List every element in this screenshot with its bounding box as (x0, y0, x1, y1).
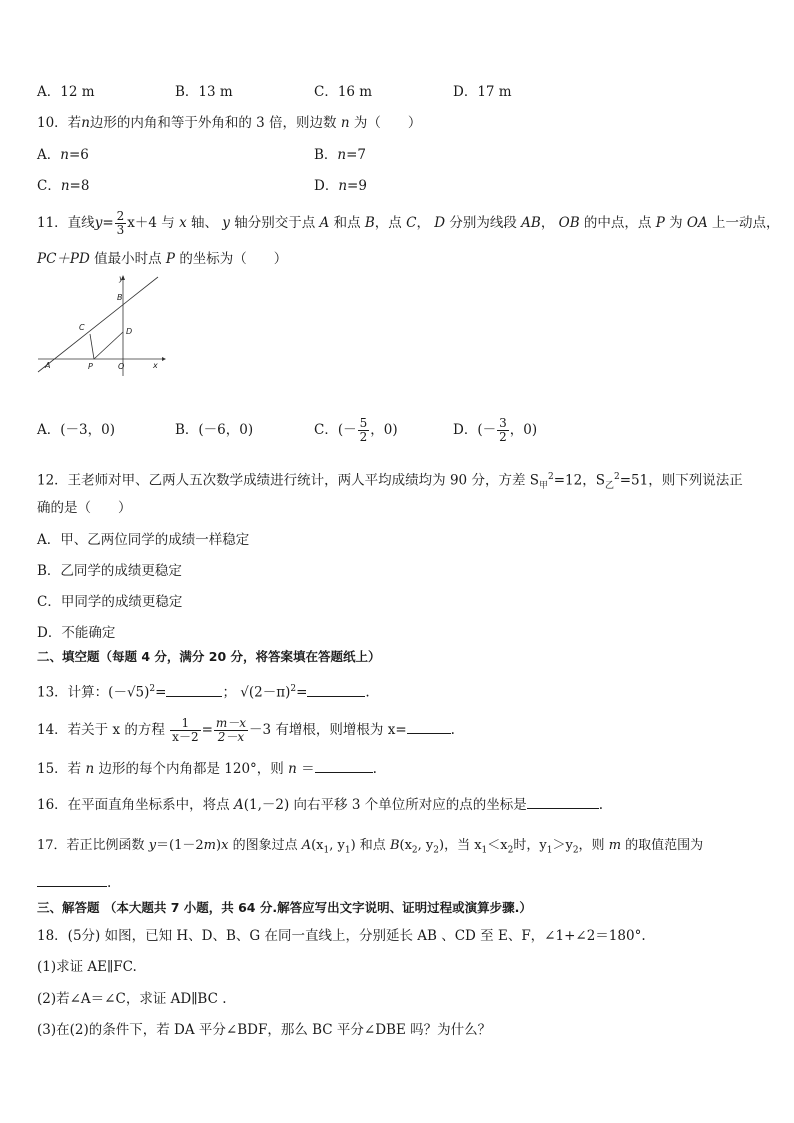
q12-option-a: A．甲、乙两位同学的成绩一样稳定 (37, 532, 250, 548)
segment-pc (90, 334, 94, 359)
q13-answer-blank-2[interactable] (307, 683, 365, 697)
q15-answer-blank[interactable] (315, 759, 373, 773)
q9-option-a: A．12 m (37, 84, 95, 100)
label-x: x (153, 361, 158, 370)
q10-option-c: C．n=8 (37, 178, 90, 194)
label-o: O (118, 362, 125, 371)
q10-stem: 10．若n边形的内角和等于外角和的 3 倍，则边数 n 为（ ） (37, 115, 422, 131)
q18-part-3: (3)在(2)的条件下，若 DA 平分∠BDF，那么 BC 平分∠DBE 吗？为什么？ (37, 1022, 492, 1038)
segment-pd (94, 332, 123, 359)
q9-option-c: C．16 m (314, 84, 373, 100)
q15-stem: 15．若 n 边形的每个内角都是 120°，则 n ＝ . (37, 761, 377, 777)
q11-option-c: C．(－ $\frac{5}{2}$ ，0) (314, 416, 398, 444)
q18-part-2: (2)若∠A＝∠C，求证 AD∥BC . (37, 991, 227, 1007)
q18-stem: 18．(5分) 如图，已知 H、D、B、G 在同一直线上，分别延长 AB 、CD 至 E、F，∠1+∠2＝180°. (37, 928, 646, 944)
q9-option-d: D．17 m (453, 84, 512, 100)
q10-option-d: D．n=9 (314, 178, 367, 194)
line-ab (38, 277, 158, 372)
q11-stem: 11．直线y= $\frac{2}{3}$ x＋4 与 x 轴、 y 轴分别交于点 A 和点 B，点 C， D 分别为线段 AB， OB 的中点，点 P 为 OA 上一动点， (37, 209, 780, 237)
section-2-heading: 二、填空题（每题 4 分，满分 20 分，将答案填在答题纸上） (37, 649, 381, 664)
q11-option-a: A．(－3，0) (37, 422, 115, 438)
q12-stem-line2: 确的是（ ） (37, 500, 132, 516)
q16-answer-blank[interactable] (527, 795, 599, 809)
q16-stem: 16．在平面直角坐标系中，将点 A(1,－2) 向右平移 3 个单位所对应的点的坐标是 . (37, 797, 603, 813)
q12-stem: 12．王老师对甲、乙两人五次数学成绩进行统计，两人平均成绩均为 90 分，方差 $S_甲^2=12$，$S_乙^2=51$，则下列说法正 (37, 472, 743, 492)
q12-option-b: B．乙同学的成绩更稳定 (37, 563, 182, 579)
q14-answer-blank[interactable] (407, 720, 451, 734)
section-3-heading: 三、解答题 （本大题共 7 小题，共 64 分.解答应写出文字说明、证明过程或演算步骤.） (37, 900, 532, 915)
label-c: C (79, 323, 85, 332)
label-p: P (88, 362, 93, 371)
q11-option-d: D．(－ $\frac{3}{2}$ ，0) (453, 416, 538, 444)
q11-graph-figure (36, 272, 166, 378)
q14-stem: 14．若关于 x 的方程 $\frac{1}{x-2}$ = $\frac{m-x}{2-x}$ －3 有增根，则增根为 x= . (37, 716, 455, 744)
q10-option-b: B．n=7 (314, 147, 367, 163)
q10-option-a: A．n=6 (37, 147, 89, 163)
q13-stem: 13．计算：$(-√5)^2=$ ； $√(2-\pi)^2=$ . (37, 684, 370, 701)
q9-option-b: B．13 m (175, 84, 233, 100)
label-d: D (126, 327, 133, 336)
q11-fraction: $\frac{2}{3}$ (116, 209, 125, 237)
q18-part-1: (1)求证 AE∥FC. (37, 959, 137, 975)
q12-option-d: D．不能确定 (37, 625, 116, 641)
q17-stem: 17．若正比例函数 y＝(1－2m)x 的图象过点 $A(x_1$, $y_1$) 和点 $B(x_2$, $y_2$)，当 $x_1<x_2$时，$y_1>y_2$，则 m 的取值范围为 (37, 838, 704, 856)
q11-stem-line2: PC＋PD 值最小时点 P 的坐标为（ ） (37, 251, 288, 267)
label-y: y (119, 274, 124, 283)
q17-answer-line: . (37, 873, 111, 892)
label-a: A (45, 361, 51, 370)
q11-option-b: B．(－6，0) (175, 422, 254, 438)
q17-answer-blank[interactable] (37, 873, 107, 887)
q12-option-c: C．甲同学的成绩更稳定 (37, 594, 183, 610)
label-b: B (117, 293, 123, 302)
q13-answer-blank-1[interactable] (166, 683, 222, 697)
